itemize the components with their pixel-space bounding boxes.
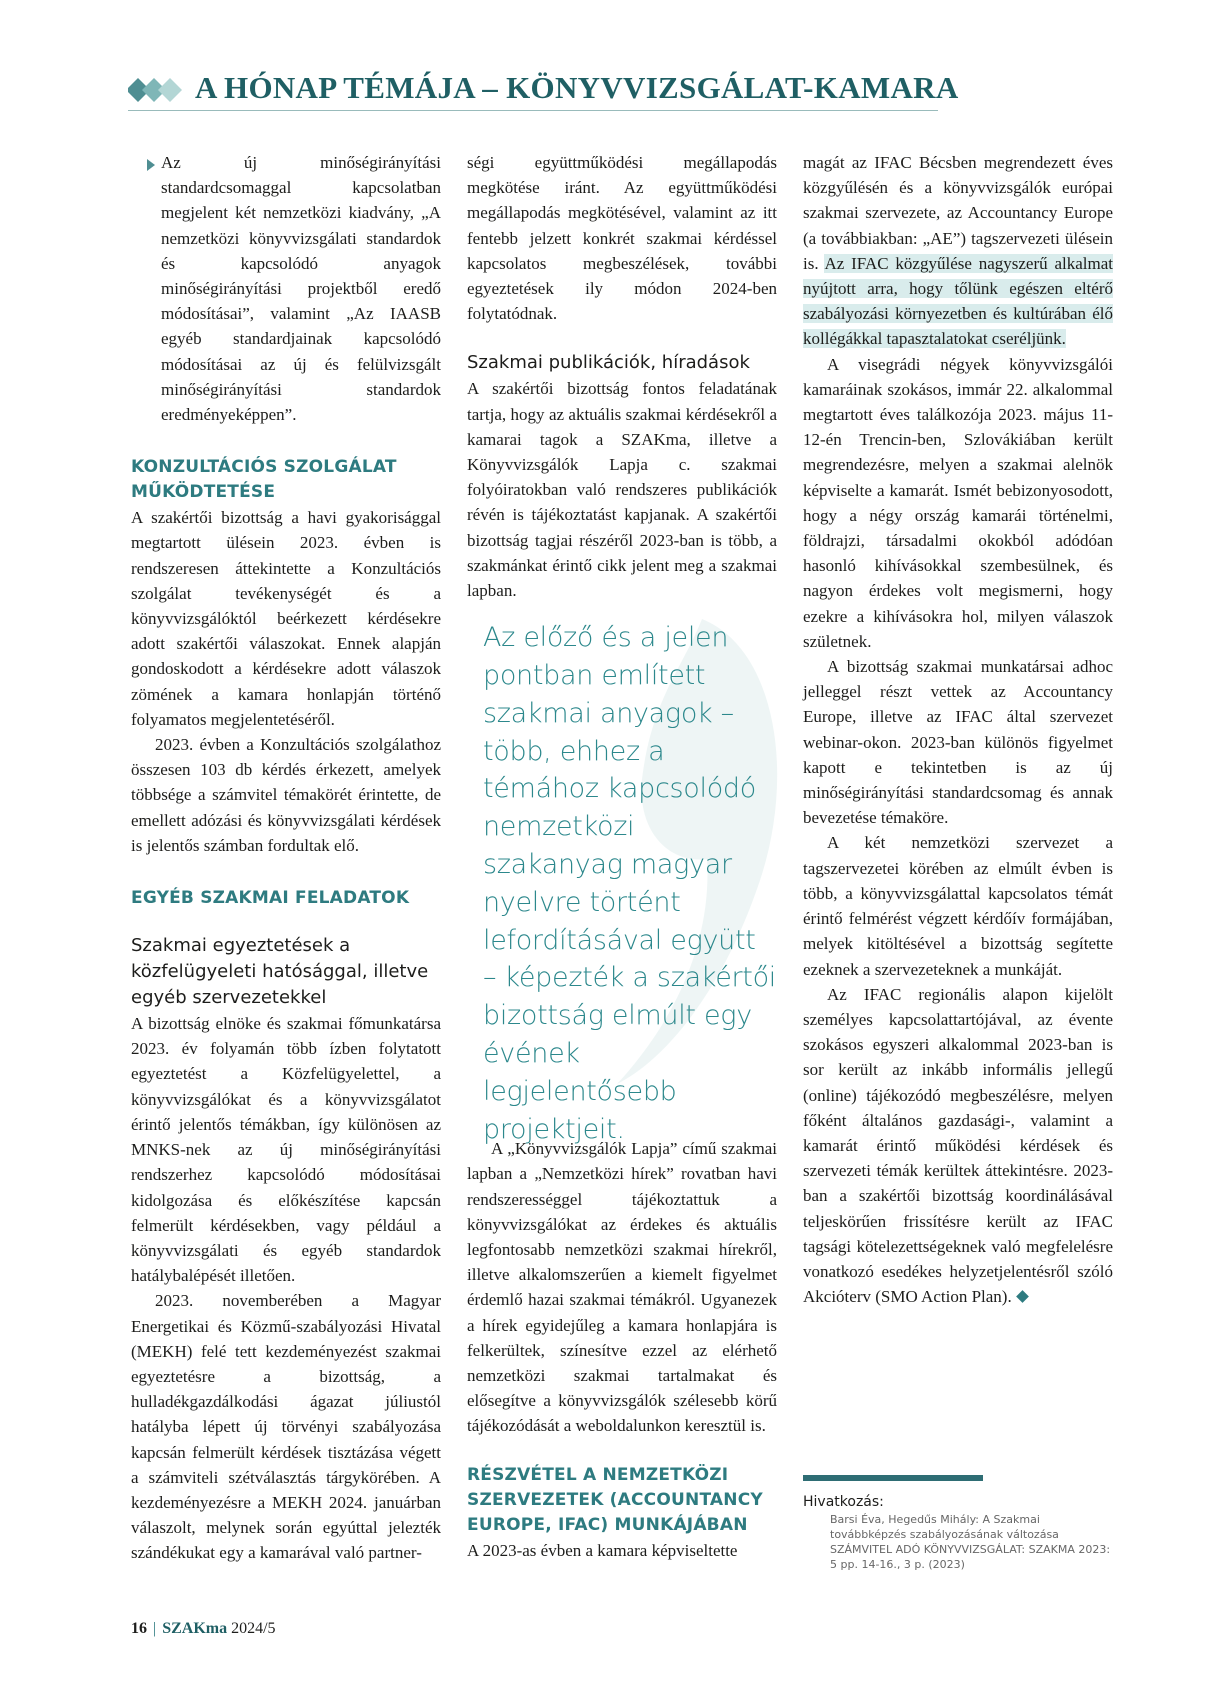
page-number: 16	[131, 1620, 147, 1637]
diamond-chain-icon	[128, 76, 184, 104]
column-1	[131, 150, 441, 1566]
magazine-name: SZAKma	[162, 1620, 228, 1637]
heading-konzultacios: KONZULTÁCIÓS SZOLGÁLAT MŰKÖDTETÉSE	[131, 457, 397, 503]
end-diamond-icon	[1016, 1290, 1029, 1303]
paragraph: A visegrádi négyek könyvvizsgálói kamaráinak szokásos, immár 22. alkalommal megtartott éves találkozója 2023. május 11-12-én Trencin-ben, Szlovákiában került megrendezésre, melyen a szakmai alelnök képviselte a kamarát. Ismét bebizonyosodott, hogy a négy ország kamarái történelmi, földrajzi, társadalmi okokból adódóan hasonló kihívásokkal szembesülnek, és nagyon érdekes volt megismerni, hogy ezekre a kihívásokra hol, milyen válaszok születnek.	[803, 354, 1113, 651]
section-title: A HÓNAP TÉMÁJA – KÖNYVVIZSGÁLAT-KAMARA	[195, 70, 959, 105]
paragraph: A szakértői bizottság fontos feladatának tartja, hogy az aktuális szakmai kérdésekről a kamarai tagok a SZAKma, illetve a Könyvvizsgálók Lapja c. szakmai folyóiratokban való rendszeres publikációk révén is tájékoztatást kapjanak. A szakértői bizottság tagjai részéről 2023-ban is több, a szakmánkat érintő cikk jelent meg a szakmai lapban.	[467, 379, 777, 601]
highlighted-text: Az IFAC közgyűlése nagyszerű alkalmat nyújtott arra, hogy tőlünk egészen eltérő szabályozási környezetben és kultúrában élő kollégákkal tapasztalatokat cseréljünk.	[803, 253, 1113, 349]
column-2	[467, 150, 777, 1563]
paragraph-text: Az IFAC regionális alapon kijelölt személyes kapcsolattartójával, az évente szokásos egyszeri alkalommal 2023-ban is sor került az inkább informális jellegű (online) tájékozódó megbeszélésre, melyen főként általános gazdasági-, valamint a kamarát érintő működési kérdések és szervezeti témák kerültek áttekintésre. 2023-ban a szakértői bizottság koordinálásával teljeskörűen frissítésre került az IFAC tagsági kötelezettségeknek való megfelelésre vonatkozó esedékes helyzetjelentésről szóló Akcióterv (SMO Action Plan).	[803, 984, 1113, 1307]
triangle-bullet-icon	[147, 159, 155, 171]
paragraph: A szakértői bizottság a havi gyakorisággal megtartott ülésein 2023. évben is rendszeresen áttekintette a Konzultációs szolgálat tevékenységét és a könyvvizsgálóktól beérkezett kérdésekre adott szakértői válaszokat. Ennek alapján gondoskodott a kérdésekre adott válaszok zömének a kamara honlapján történő folyamatos megjelentetéséről.	[131, 508, 441, 729]
reference-bar	[803, 1475, 983, 1481]
paragraph-text: magát az IFAC Bécsben megrendezett éves közgyűlésén és a könyvvizsgálók európai szakmai szervezete, az Accountancy Europe (a továbbiakban: „AE”) tagszervezeti ülésein is.	[803, 153, 1113, 273]
header-divider	[128, 110, 938, 111]
reference-title: Hivatkozás:	[803, 1494, 884, 1510]
page-footer	[131, 1620, 276, 1638]
paragraph: ségi együttműködési megállapodás megkötése iránt. Az együttműködési megállapodás megkötésével, valamint az itt fentebb jelzett konkrét szakmai kérdéssel kapcsolatos megbeszélések, további egyeztetések ily módon 2024-ben folytatódnak.	[467, 153, 777, 324]
paragraph: A „Könyvvizsgálók Lapja” című szakmai lapban a „Nemzetközi hírek” rovatban havi rendszerességgel tájékoztattuk a könyvvizsgálókat az érdekes és aktuális legfontosabb nemzetközi szakmai hírekről, illetve alkalomszerűen a kiemelt figyelmet érdemlő hazai szakmai témákról. Ugyanezek a hírek egyidejűleg a kamara honlapjára is felkerültek, színesítve ezzel az elérhető nemzetközi szakmai tartalmakat és elősegítve a könyvvizsgálók szélesebb körű tájékozódását a weboldalunkon keresztül is.	[467, 1139, 777, 1436]
footer-separator: |	[153, 1620, 157, 1637]
column-3	[803, 150, 1113, 1309]
paragraph: A bizottság elnöke és szakmai főmunkatársa 2023. év folyamán több ízben folytatott egyeztetést a Közfelügyelettel, a könyvvizsgálókat és a könyvvizsgálatot érintő jelentős témákban, így különösen az MNKS-nek az új minőségirányítási rendszerhez kapcsolódó módosításai kidolgozása és előkészítése kapcsán felmerült kérdésekben, vagy például a könyvvizsgálati és egyéb standardok hatálybalépését illetően.	[131, 1014, 441, 1286]
subheading-egyeztetesek: Szakmai egyeztetések a közfelügyeleti hatósággal, illetve egyéb szervezetekkel	[131, 935, 429, 1009]
heading-nemzetkozi-szervezetek: RÉSZVÉTEL A NEMZETKÖZI SZERVEZETEK (ACCOUNTANCY EUROPE, IFAC) MUNKÁJÁBAN	[467, 1464, 763, 1535]
paragraph: 2023. évben a Konzultációs szolgálathoz összesen 103 db kérdés érkezett, amelyek többsége a számvitel témakörét érintette, de emellett adózási és könyvvizsgálati kérdések is jelentős számban fordultak elő.	[131, 735, 441, 855]
pull-quote-text: Az előző és a jelen pontban említett szakmai anyagok – több, ehhez a témához kapcsolódó nemzetközi szakanyag magyar nyelvre történt lefordításával együtt – képezték a szakértői bizottság elmúlt egy évének legjelentősebb projektjeit.	[483, 622, 777, 1145]
heading-egyeb-feladatok: EGYÉB SZAKMAI FELADATOK	[131, 888, 410, 909]
subheading-publikaciok: Szakmai publikációk, híradások	[467, 352, 750, 374]
issue-number: 2024/5	[231, 1620, 276, 1637]
page-header	[128, 68, 959, 112]
paragraph: 2023. novemberében a Magyar Energetikai és Közmű-szabályozási Hivatal (MEKH) felé tett kezdeményezést szakmai egyeztetésre a bizottság, a hulladékgazdálkodási ágazat júliustól hatályba lépett új törvényi szabályozása kapcsán felmerült kérdések tisztázása végett a számviteli szétválasztás tárgykörében. A kezdeményezésre a MEKH 2024. januárban válaszolt, melynek során egyúttal jelezték szándékukat egy a kamarával való partner-	[131, 1291, 441, 1563]
paragraph: A két nemzetközi szervezet a tagszervezetei körében az elmúlt évben is több, a könyvvizsgálattal kapcsolatos témát érintő felmérést végzett kérdőív formájában, melyek kitöltésével a bizottság segítette ezeknek a szervezeteknek a munkáját.	[803, 833, 1113, 979]
paragraph: A 2023-as évben a kamara képviseltette	[467, 1540, 738, 1560]
paragraph: A bizottság szakmai munkatársai adhoc jelleggel részt vettek az Accountancy Europe, illetve az IFAC által szervezet webinar-okon. 2023-ban különös figyelmet kapott e tekintetben is az új minőségirányítási standardcsomag és annak bevezetése témaköre.	[803, 657, 1113, 828]
paragraph	[803, 150, 1113, 352]
reference-body: Barsi Éva, Hegedűs Mihály: A Szakmai továbbképzés szabályozásának változása SZÁMVITEL ADÓ KÖNYVVIZSGÁLAT: SZAKMA 2023: 5 pp. 14-16., 3 p. (2023)	[830, 1513, 1111, 1571]
paragraph	[803, 982, 1113, 1310]
pull-quote	[467, 619, 777, 1145]
bullet-item	[131, 150, 441, 427]
bullet-text: Az új minőségirányítási standardcsomaggal kapcsolatban megjelent két nemzetközi kiadvány, „A nemzetközi könyvvizsgálati standardok és kapcsolódó anyagok minőségirányítási projektből eredő módosításai”, valamint „Az IAASB egyéb standardjainak kapcsolódó módosításai az új és felülvizsgált minőségirányítási standardok eredményeképpen”.	[161, 153, 441, 425]
